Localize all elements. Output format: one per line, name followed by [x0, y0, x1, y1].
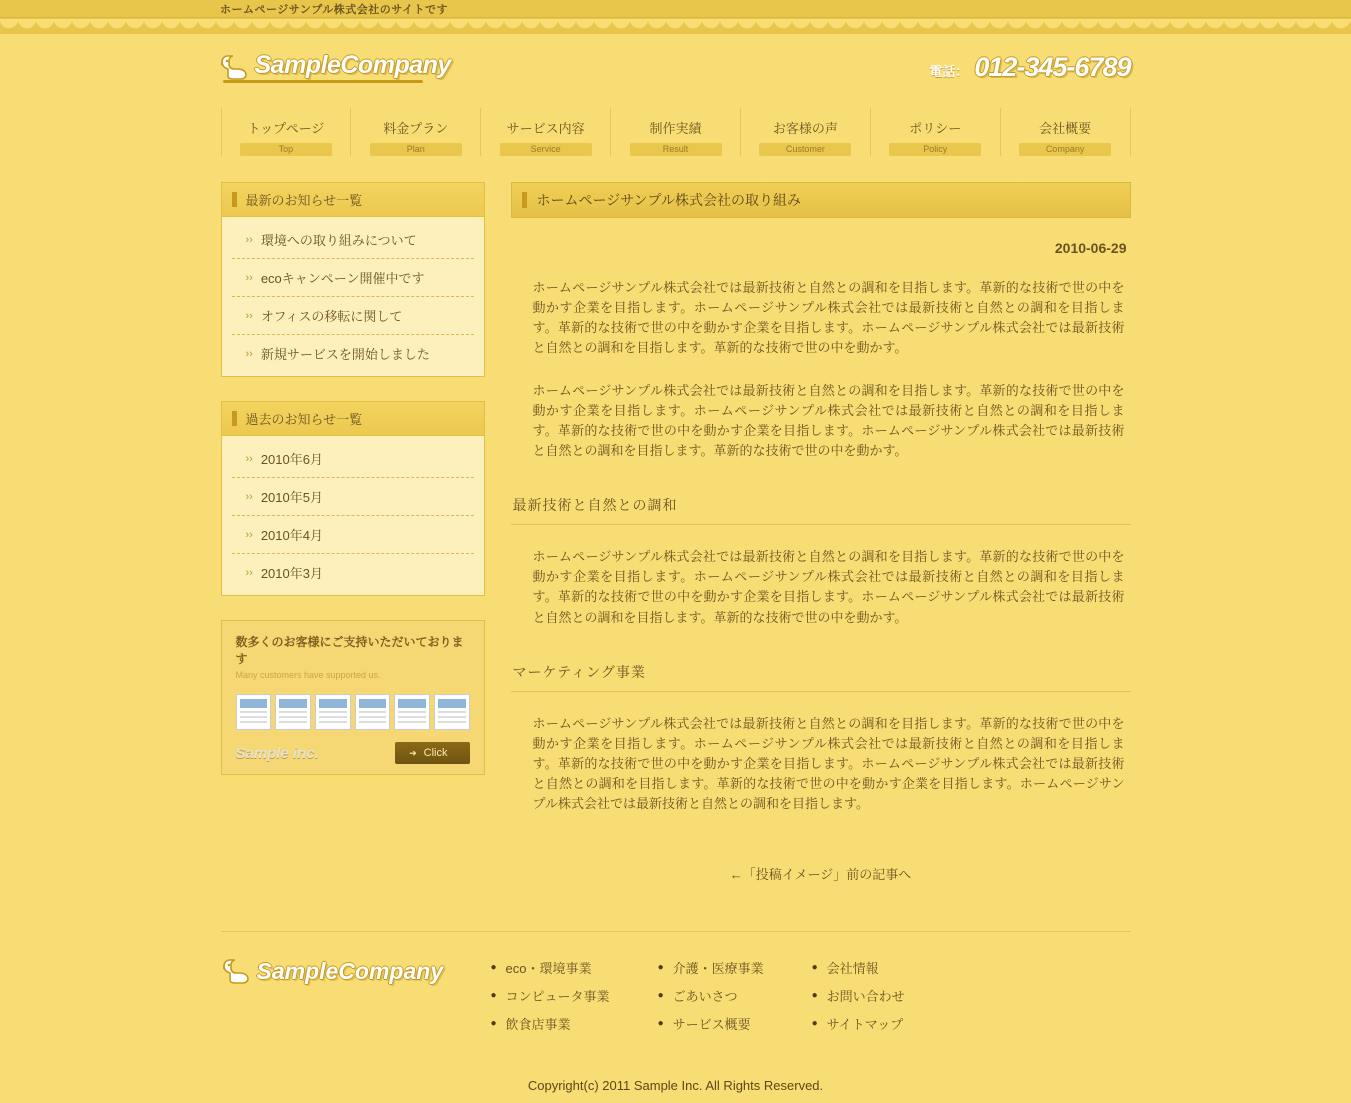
nav-item-customer[interactable] — [741, 108, 871, 156]
thumbnail-image — [434, 694, 470, 730]
chevron-right-icon: ›› — [245, 566, 253, 579]
promo-button-label: Click — [423, 747, 448, 759]
nav-item-sublabel: Top — [240, 143, 332, 156]
nav-item-company[interactable] — [1001, 108, 1131, 156]
footer-link-label: 会社情報 — [826, 961, 879, 977]
list-item[interactable] — [491, 1014, 610, 1033]
footer-link-label: サービス概要 — [672, 1017, 751, 1033]
footer-logo-text: SampleCompany — [256, 958, 444, 985]
footer-column — [812, 958, 905, 1042]
bullet-icon: ● — [657, 962, 664, 974]
promo-headline: 数多くのお客様にご支持いただいております — [235, 635, 464, 666]
list-item-label: 2010年4月 — [260, 528, 323, 543]
nav-item-label: 会社概要 — [1039, 121, 1092, 136]
footer-link-label: お問い合わせ — [826, 989, 905, 1005]
list-item[interactable] — [812, 1014, 905, 1033]
archive-list — [222, 436, 484, 595]
article-main — [511, 182, 1131, 883]
latest-news-panel — [221, 182, 485, 377]
list-item[interactable] — [232, 259, 474, 297]
footer-link-label: 介護・医療事業 — [672, 961, 764, 977]
list-item[interactable] — [491, 958, 610, 977]
nav-item-label: ポリシー — [909, 121, 962, 136]
accent-bar — [232, 411, 237, 426]
article-title: ホームページサンプル株式会社の取り組み — [536, 192, 801, 208]
telephone-block — [929, 52, 1130, 83]
list-item[interactable] — [232, 440, 474, 478]
content-columns — [221, 182, 1131, 883]
chevron-right-icon: ›› — [245, 309, 253, 322]
nav-item-sublabel: Plan — [370, 143, 462, 156]
nav-item-service[interactable] — [481, 108, 611, 156]
telephone-number: 012-345-6789 — [974, 52, 1131, 82]
bullet-icon: ● — [490, 990, 497, 1002]
list-item-label: 環境への取り組みについて — [260, 233, 417, 248]
chevron-right-icon: ›› — [245, 271, 253, 284]
promo-footer-row — [236, 742, 470, 764]
footer-column — [491, 958, 610, 1042]
nav-item-label: 制作実績 — [649, 121, 702, 136]
accent-bar — [522, 192, 527, 208]
footer-link-label: ごあいさつ — [672, 989, 738, 1005]
nav-item-sublabel: Result — [630, 143, 722, 156]
chevron-right-icon: ›› — [245, 528, 253, 541]
list-item[interactable] — [232, 516, 474, 554]
article-date: 2010-06-29 — [1054, 240, 1127, 256]
main-navigation[interactable] — [221, 108, 1131, 156]
site-logo[interactable] — [221, 50, 451, 80]
logo-underline — [223, 80, 423, 83]
chevron-right-icon: ›› — [245, 490, 253, 503]
list-item[interactable] — [232, 297, 474, 335]
list-item[interactable] — [232, 478, 474, 516]
thumbnail-image — [275, 694, 311, 730]
footer-link-label: サイトマップ — [826, 1017, 904, 1033]
list-item-label: ecoキャンペーン開催中です — [260, 271, 425, 286]
nav-item-label: お客様の声 — [772, 121, 838, 136]
chevron-right-icon: ›› — [245, 233, 253, 246]
nav-item-top[interactable] — [221, 108, 352, 156]
list-item-label: 2010年3月 — [260, 566, 323, 581]
article-paragraph: ホームページサンプル株式会社では最新技術と自然との調和を目指します。革新的な技術で世の中を動かす企業を目指します。ホームページサンプル株式会社では最新技術と自然との調和を目指します。革新的な技術で世の中を動かす企業を目指します。ホームページサンプル株式会社では最新技術と自然との調和を目指します。革新的な技術で世の中を動かす。 — [532, 382, 1125, 458]
nav-item-label: 料金プラン — [383, 121, 449, 136]
list-item-label: 2010年5月 — [260, 490, 323, 505]
promo-thumbnails — [236, 694, 470, 730]
bullet-icon: ● — [490, 1018, 497, 1030]
promo-subheadline: Many customers have supported us. — [235, 670, 381, 680]
footer-link-label: eco・環境事業 — [505, 961, 592, 977]
accent-bar — [232, 192, 237, 207]
top-status-text: ホームページサンプル株式会社のサイトです — [220, 3, 449, 16]
nav-item-sublabel: Policy — [889, 143, 981, 156]
bullet-icon: ● — [657, 1018, 664, 1030]
nav-item-sublabel: Customer — [759, 143, 851, 156]
panel-title: 過去のお知らせ一覧 — [245, 412, 363, 427]
site-header — [221, 34, 1131, 100]
panel-title: 最新のお知らせ一覧 — [245, 193, 363, 208]
copyright-text: Copyright(c) 2011 Sample Inc. All Rights Reserved. — [527, 1078, 824, 1094]
nav-item-sublabel: Company — [1019, 143, 1111, 156]
nav-item-policy[interactable] — [871, 108, 1001, 156]
promo-click-button[interactable] — [395, 742, 469, 764]
bullet-icon: ● — [811, 990, 818, 1002]
list-item[interactable] — [658, 958, 764, 977]
list-item[interactable] — [232, 335, 474, 372]
nav-item-sublabel: Service — [500, 143, 592, 156]
article-paragraph: ホームページサンプル株式会社では最新技術と自然との調和を目指します。革新的な技術で世の中を動かす企業を目指します。ホームページサンプル株式会社では最新技術と自然との調和を目指します。革新的な技術で世の中を動かす企業を目指します。ホームページサンプル株式会社では最新技術と自然との調和を目指します。革新的な技術で世の中を動かす。 — [532, 549, 1125, 625]
duck-logo-icon — [223, 954, 249, 989]
chevron-right-icon: ›› — [245, 347, 253, 360]
page — [0, 34, 1351, 1103]
list-item-label: 2010年6月 — [260, 452, 323, 467]
bullet-icon: ● — [811, 962, 818, 974]
list-item[interactable] — [812, 958, 905, 977]
list-item[interactable] — [812, 986, 905, 1005]
promo-banner[interactable] — [221, 620, 485, 775]
thumbnail-image — [236, 694, 272, 730]
archive-panel — [221, 401, 485, 596]
list-item[interactable] — [658, 1014, 764, 1033]
article-paragraph: ホームページサンプル株式会社では最新技術と自然との調和を目指します。革新的な技術で世の中を動かす企業を目指します。ホームページサンプル株式会社では最新技術と自然との調和を目指します。革新的な技術で世の中を動かす企業を目指します。ホームページサンプル株式会社では最新技術と自然との調和を目指します。革新的な技術で世の中を動かす企業を目指します。ホームページサンプル株式会社では最新技術と自然との調和を目指します。 — [532, 715, 1125, 812]
duck-logo-icon — [221, 50, 247, 80]
footer-logo[interactable] — [221, 954, 491, 989]
footer-column — [658, 958, 764, 1042]
list-item[interactable] — [232, 554, 474, 591]
previous-article-link[interactable]: ←「投稿イメージ」前の記事へ — [729, 867, 912, 883]
article-section-title: マーケティング事業 — [511, 662, 1131, 692]
nav-item-plan[interactable] — [351, 108, 481, 156]
nav-item-result[interactable] — [611, 108, 741, 156]
news-list — [222, 217, 484, 376]
thumbnail-image — [355, 694, 391, 730]
top-status-bar — [0, 0, 1351, 18]
bullet-icon: ● — [657, 990, 664, 1002]
list-item[interactable] — [491, 986, 610, 1005]
nav-item-label: サービス内容 — [506, 121, 585, 136]
bullet-icon: ● — [490, 962, 497, 974]
article-header — [511, 182, 1131, 218]
list-item[interactable] — [658, 986, 764, 1005]
telephone-label: 電話： — [929, 64, 969, 79]
site-footer — [221, 931, 1131, 1103]
panel-header — [222, 402, 484, 436]
list-item-label: 新規サービスを開始しました — [260, 347, 430, 362]
scallop-divider — [0, 18, 1351, 34]
list-item-label: オフィスの移転に関して — [260, 309, 403, 324]
article-section-title: 最新技術と自然との調和 — [511, 495, 1131, 525]
list-item[interactable] — [232, 221, 474, 259]
arrow-right-icon: ➜ — [409, 747, 417, 758]
promo-brand: Sample inc. — [235, 744, 319, 762]
footer-link-columns — [491, 954, 1131, 1042]
chevron-right-icon: ›› — [245, 452, 253, 465]
thumbnail-image — [315, 694, 351, 730]
bullet-icon: ● — [811, 1018, 818, 1030]
article-paragraph: ホームページサンプル株式会社では最新技術と自然との調和を目指します。革新的な技術で世の中を動かす企業を目指します。ホームページサンプル株式会社では最新技術と自然との調和を目指します。革新的な技術で世の中を動かす企業を目指します。ホームページサンプル株式会社では最新技術と自然との調和を目指します。革新的な技術で世の中を動かす。 — [532, 280, 1125, 356]
sidebar — [221, 182, 485, 775]
thumbnail-image — [394, 694, 430, 730]
nav-item-label: トップページ — [247, 121, 325, 136]
footer-link-label: コンピュータ事業 — [505, 989, 610, 1005]
site-logo-text: SampleCompany — [254, 50, 451, 79]
footer-link-label: 飲食店事業 — [505, 1017, 571, 1033]
panel-header — [222, 183, 484, 217]
